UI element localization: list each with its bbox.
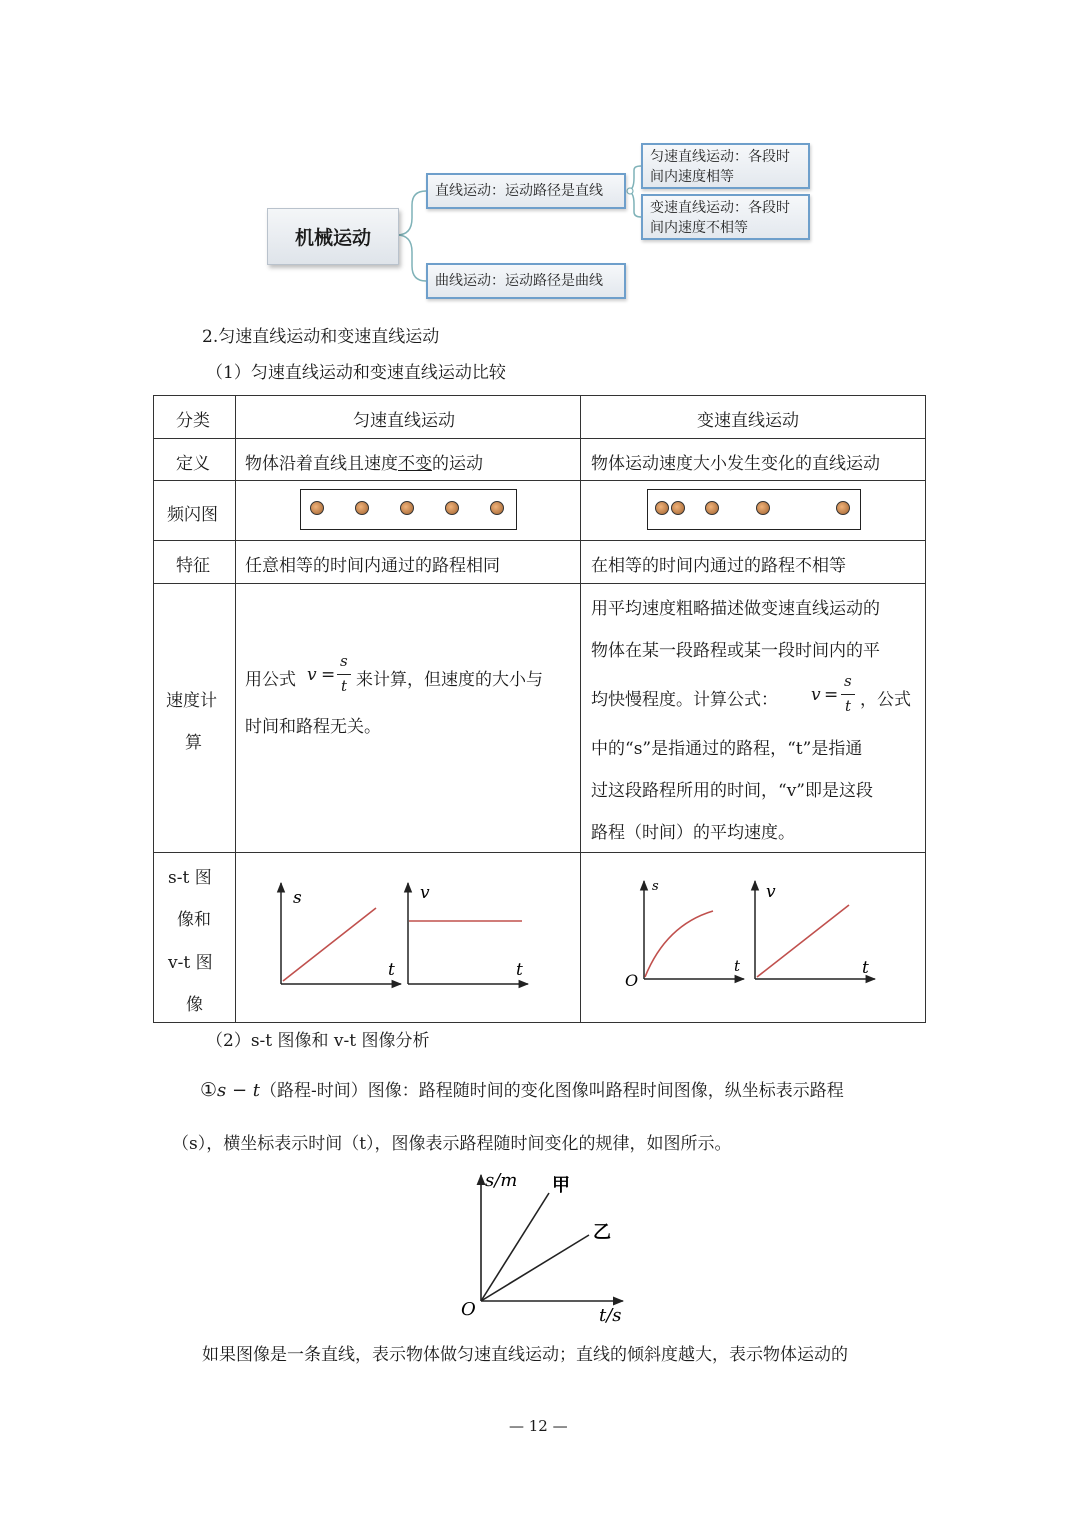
- header-cell-uniform: [235, 395, 581, 439]
- speed-uniform-cell: [235, 583, 581, 853]
- mindmap-node-straight: 直线运动：运动路径是直线: [426, 173, 626, 209]
- formula-denominator-avg: t: [845, 697, 852, 715]
- row-label-flash: [153, 480, 236, 541]
- formula-equals: =: [321, 665, 336, 685]
- flash-label: 频闪图: [167, 505, 218, 525]
- figure-origin: O: [461, 1299, 476, 1320]
- speed-variable-line2: 物体在某一段路程或某一段时间内的平: [591, 641, 880, 661]
- row-label-feature: [153, 540, 236, 584]
- vt-x-label-variable: t: [862, 958, 869, 978]
- circled-number: ①: [200, 1079, 218, 1101]
- header-cell-variable: [580, 395, 926, 439]
- speed-variable-line5: 过这段路程所用的时间，“v”即是这段: [591, 781, 873, 801]
- formula-numerator: s: [340, 652, 348, 670]
- feature-variable: 在相等的时间内通过的路程不相等: [591, 556, 846, 576]
- graphs-variable: [581, 853, 925, 1022]
- flash-variable-cell: [580, 480, 926, 541]
- definition-uniform-cell: [235, 438, 581, 481]
- formula-v-avg: v: [811, 685, 821, 705]
- mindmap-node-variable: [641, 194, 810, 240]
- speed-uniform-suffix: 来计算，但速度的大小与: [356, 670, 543, 690]
- flash-ball: [671, 501, 685, 515]
- row-label-definition: [153, 438, 236, 481]
- figure-line-jia: [481, 1193, 549, 1301]
- flash-ball: [836, 501, 850, 515]
- page-number: — 12 —: [509, 1417, 568, 1435]
- figure-x-label: t/s: [599, 1305, 622, 1326]
- definition-uniform: 物体沿着直线且速度不变的运动: [245, 454, 483, 474]
- comparison-table: [153, 395, 926, 1023]
- figure-label-jia: 甲: [552, 1175, 570, 1196]
- row-label-speed: [153, 583, 236, 853]
- speed-variable-line3-prefix: 均快慢程度。计算公式：: [591, 690, 778, 710]
- st-y-label: s: [293, 888, 302, 908]
- subsection-1-title: （1）匀速直线运动和变速直线运动比较: [206, 363, 506, 383]
- st-comparison-figure: [455, 1163, 635, 1328]
- vt-x-label: t: [516, 960, 523, 980]
- speed-variable-cell: [580, 583, 926, 853]
- speed-uniform-line2: 时间和路程无关。: [245, 717, 381, 737]
- formula-fraction-bar-avg: [841, 694, 855, 695]
- feature-uniform-cell: [235, 540, 581, 584]
- flash-ball: [355, 501, 369, 515]
- st-math-label: s − t: [217, 1080, 261, 1101]
- mindmap-node-curve: 曲线运动：运动路径是曲线: [426, 263, 626, 299]
- mindmap-node-uniform: [641, 143, 810, 189]
- flash-photo-uniform: [300, 489, 517, 530]
- vt-y-label: v: [420, 883, 430, 903]
- graphs-uniform: [236, 853, 580, 1022]
- graphs-uniform-cell: [235, 852, 581, 1023]
- speed-label-line1: 速度计: [166, 691, 217, 711]
- st-x-label: t: [388, 960, 395, 980]
- row-label-graphs: [153, 852, 236, 1023]
- graph-label-line2: 像和: [177, 910, 211, 930]
- graphs-variable-cell: [580, 852, 926, 1023]
- definition-variable-cell: [580, 438, 926, 481]
- speed-variable-line6: 路程（时间）的平均速度。: [591, 823, 795, 843]
- mindmap-node-variable-line1: 变速直线运动：各段时: [650, 200, 790, 216]
- speed-uniform-prefix: 用公式: [245, 670, 296, 690]
- speed-variable-line3-suffix: ，公式: [860, 690, 911, 710]
- flash-ball: [310, 501, 324, 515]
- header-cell-category: [153, 395, 236, 439]
- flash-ball: [655, 501, 669, 515]
- formula-denominator: t: [341, 677, 348, 695]
- header-variable: 变速直线运动: [697, 411, 799, 431]
- formula-fraction-bar: [337, 674, 351, 675]
- definition-variable: 物体运动速度大小发生变化的直线运动: [591, 454, 880, 474]
- flash-photo-variable: [647, 489, 861, 530]
- flash-ball: [756, 501, 770, 515]
- mindmap-node-variable-line2: 间内速度不相等: [650, 220, 748, 236]
- formula-equals-avg: =: [824, 685, 839, 705]
- flash-ball: [445, 501, 459, 515]
- flash-ball: [400, 501, 414, 515]
- speed-variable-line1: 用平均速度粗略描述做变速直线运动的: [591, 599, 880, 619]
- paragraph-1-line1: [200, 1076, 844, 1101]
- speed-variable-line4: 中的“s”是指通过的路程，“t”是指通: [591, 739, 863, 759]
- st-curve-variable: [645, 911, 713, 977]
- flash-ball: [490, 501, 504, 515]
- header-uniform: 匀速直线运动: [353, 411, 455, 431]
- mindmap-node-uniform-line2: 间内速度相等: [650, 169, 734, 185]
- paragraph-1-line2: （s），横坐标表示时间（t），图像表示路程随时间变化的规律，如图所示。: [172, 1134, 732, 1154]
- formula-numerator-avg: s: [844, 672, 852, 690]
- formula-v: v: [307, 665, 317, 685]
- subsection-2-title: （2）s-t 图像和 v-t 图像分析: [206, 1031, 430, 1051]
- flash-ball: [705, 501, 719, 515]
- figure-y-label: s/m: [485, 1170, 518, 1191]
- origin-label-variable: O: [625, 971, 639, 990]
- speed-label-line2: 算: [185, 733, 202, 753]
- paragraph-2: 如果图像是一条直线，表示物体做匀速直线运动；直线的倾斜度越大，表示物体运动的: [202, 1345, 848, 1365]
- section-title: 2.匀速直线运动和变速直线运动: [202, 327, 440, 347]
- header-category: 分类: [176, 411, 210, 431]
- graph-label-line4: 像: [186, 995, 203, 1015]
- figure-line-yi: [481, 1235, 589, 1301]
- feature-label: 特征: [176, 556, 210, 576]
- definition-uniform-underlined: 不变: [398, 454, 432, 474]
- st-line-uniform: [283, 908, 376, 981]
- vt-line-variable: [757, 905, 849, 977]
- vt-y-label-variable: v: [766, 882, 776, 902]
- flash-uniform-cell: [235, 480, 581, 541]
- st-y-label-variable: s: [652, 879, 659, 894]
- definition-label: 定义: [176, 454, 210, 474]
- graph-label-line1: s-t 图: [168, 868, 212, 888]
- figure-label-yi: 乙: [593, 1222, 611, 1243]
- mindmap-root: 机械运动: [267, 208, 399, 265]
- st-x-label-variable: t: [734, 957, 741, 975]
- mindmap-node-uniform-line1: 匀速直线运动：各段时: [650, 149, 790, 165]
- paragraph-1-rest: （路程-时间）图像：路程随时间的变化图像叫路程时间图像，纵坐标表示路程: [260, 1081, 844, 1101]
- feature-uniform: 任意相等的时间内通过的路程相同: [245, 556, 500, 576]
- graph-label-line3: v-t 图: [168, 953, 213, 973]
- feature-variable-cell: [580, 540, 926, 584]
